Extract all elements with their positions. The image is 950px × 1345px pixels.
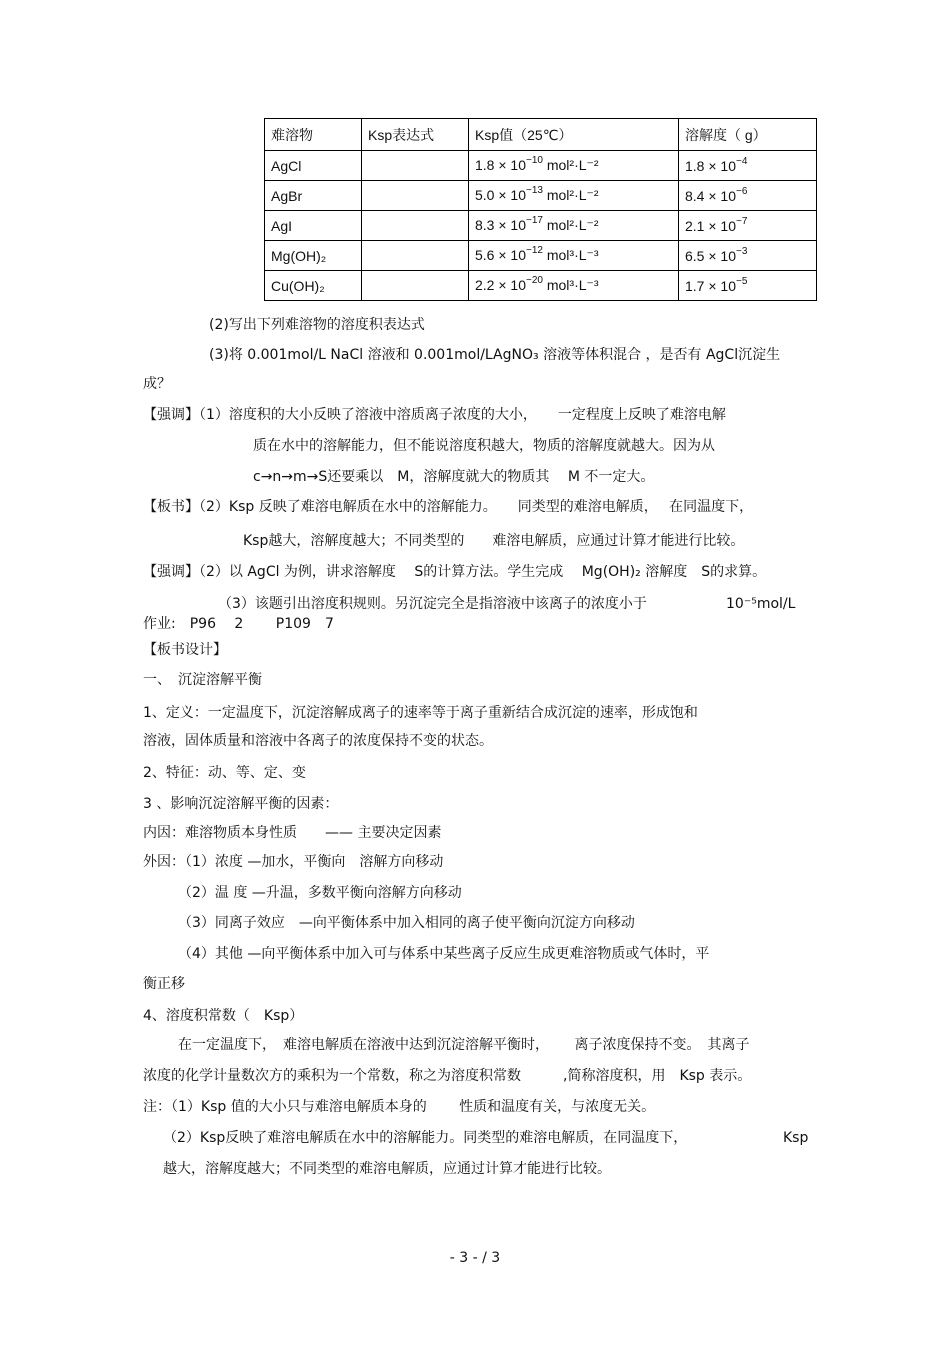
ksp-cell: $8.3 \times 10^{-17}$ mol²·L⁻² [469,211,679,241]
expression-cell [362,181,469,211]
question-3: (3)将 0.001mol/L NaCl 溶液和 0.001mol/LAgNO₃ 溶液等体积混合 ，是否有 AgCl沉淀生 [209,347,781,363]
ksp-cell: $2.2 \times 10^{-20}$ mol³·L⁻³ [469,271,679,301]
expression-cell [362,211,469,241]
ksp-definition: 在一定温度下， 难溶电解质在溶液中达到沉淀溶解平衡时， 离子浓度保持不变。 其离子 [178,1037,750,1053]
emphasis-2: 【强调】（2）以 AgCl 为例，讲求溶解度 S的计算方法。学生完成 Mg(OH)₂ 溶解度 S的求算。 [143,564,767,580]
internal-factor: 内因：难溶物质本身性质 —— 主要决定因素 [143,825,442,841]
ksp-cell: $5.6 \times 10^{-12}$ mol³·L⁻³ [469,241,679,271]
question-3-cont: 成？ [143,376,171,392]
emphasis-1: 【强调】（1）溶度积的大小反映了溶液中溶质离子浓度的大小， 一定程度上反映了难溶电解 [143,407,726,423]
ksp-table [264,118,817,301]
emphasis-1-cont: 质在水中的溶解能力，但不能说溶度积越大，物质的溶解度就越大。因为从 [253,438,715,454]
compound-cell: AgCl [265,151,362,181]
note-1: 注：（1）Ksp 值的大小只与难溶电解质本身的 性质和温度有关，与浓度无关。 [143,1099,656,1115]
solubility-cell: $6.5 \times 10^{-3}$ [679,241,817,271]
table-row [265,211,817,241]
note-2-ksp: Ksp [783,1130,809,1146]
note-2: （2）Ksp反映了难溶电解质在水中的溶解能力。同类型的难溶电解质，在同温度下， [163,1130,688,1146]
table-row [265,151,817,181]
ksp-cell: $5.0 \times 10^{-13}$ mol²·L⁻² [469,181,679,211]
definition: 1、定义：一定温度下，沉淀溶解成离子的速率等于离子重新结合成沉淀的速率，形成饱和 [143,705,698,721]
ksp-definition-cont: 浓度的化学计量数次方的乘积为一个常数，称之为溶度积常数 ,简称溶度积，用 Ksp 表示。 [143,1068,752,1084]
external-factor-3: （3）同离子效应 —向平衡体系中加入相同的离子使平衡向沉淀方向移动 [178,915,635,931]
page-number: - 3 - / 3 [449,1250,501,1266]
compound-cell: AgI [265,211,362,241]
solubility-cell: $1.8 \times 10^{-4}$ [679,151,817,181]
header-cell: 难溶物 [265,119,362,151]
expression-cell [362,151,469,181]
question-2: (2)写出下列难溶物的溶度积表达式 [209,317,425,333]
table-row [265,181,817,211]
homework: 作业: P96 2 P109 7 [143,616,334,632]
external-factor-4-cont: 衡正移 [143,976,185,992]
emphasis-3: （3）该题引出溶度积规则。另沉淀完全是指溶液中该离子的浓度小于 [218,596,647,612]
header-cell: 溶解度（ g） [679,119,817,151]
definition-cont: 溶液，固体质量和溶液中各离子的浓度保持不变的状态。 [143,733,493,749]
external-factor-2: （2）温 度 —升温，多数平衡向溶解方向移动 [178,885,462,901]
solubility-cell: $1.7 \times 10^{-5}$ [679,271,817,301]
header-cell: Ksp值（25℃） [469,119,679,151]
ksp-cell: $1.8 \times 10^{-10}$ mol²·L⁻² [469,151,679,181]
table-row [265,271,817,301]
solubility-cell: $8.4 \times 10^{-6}$ [679,181,817,211]
section-title: 一、 沉淀溶解平衡 [143,672,262,688]
board-note-2-cont: Ksp越大，溶解度越大；不同类型的 难溶电解质，应通过计算才能进行比较。 [243,533,745,549]
table-row [265,241,817,271]
solubility-cell: $2.1 \times 10^{-7}$ [679,211,817,241]
compound-cell: Cu(OH)₂ [265,271,362,301]
expression-cell [362,241,469,271]
external-factor-1: 外因：（1）浓度 —加水，平衡向 溶解方向移动 [143,854,444,870]
expression-cell [362,271,469,301]
ksp-heading: 4、溶度积常数（ Ksp） [143,1008,304,1024]
table-header-row [265,119,817,151]
characteristics: 2、特征：动、等、定、变 [143,765,306,781]
emphasis-3-value: 10⁻⁵mol/L [726,596,796,612]
emphasis-1-cont2: c→n→m→S还要乘以 M，溶解度就大的物质其 M 不一定大。 [253,469,655,485]
board-note-2: 【板书】（2）Ksp 反映了难溶电解质在水中的溶解能力。 同类型的难溶电解质， 在同温度下， [143,499,754,515]
board-design-heading: 【板书设计】 [143,642,227,658]
header-cell: Ksp表达式 [362,119,469,151]
factors-heading: 3 、影响沉淀溶解平衡的因素： [143,796,339,812]
note-2-cont: 越大，溶解度越大；不同类型的难溶电解质，应通过计算才能进行比较。 [163,1161,611,1177]
external-factor-4: （4）其他 —向平衡体系中加入可与体系中某些离子反应生成更难溶物质或气体时，平 [178,946,710,962]
compound-cell: AgBr [265,181,362,211]
compound-cell: Mg(OH)₂ [265,241,362,271]
